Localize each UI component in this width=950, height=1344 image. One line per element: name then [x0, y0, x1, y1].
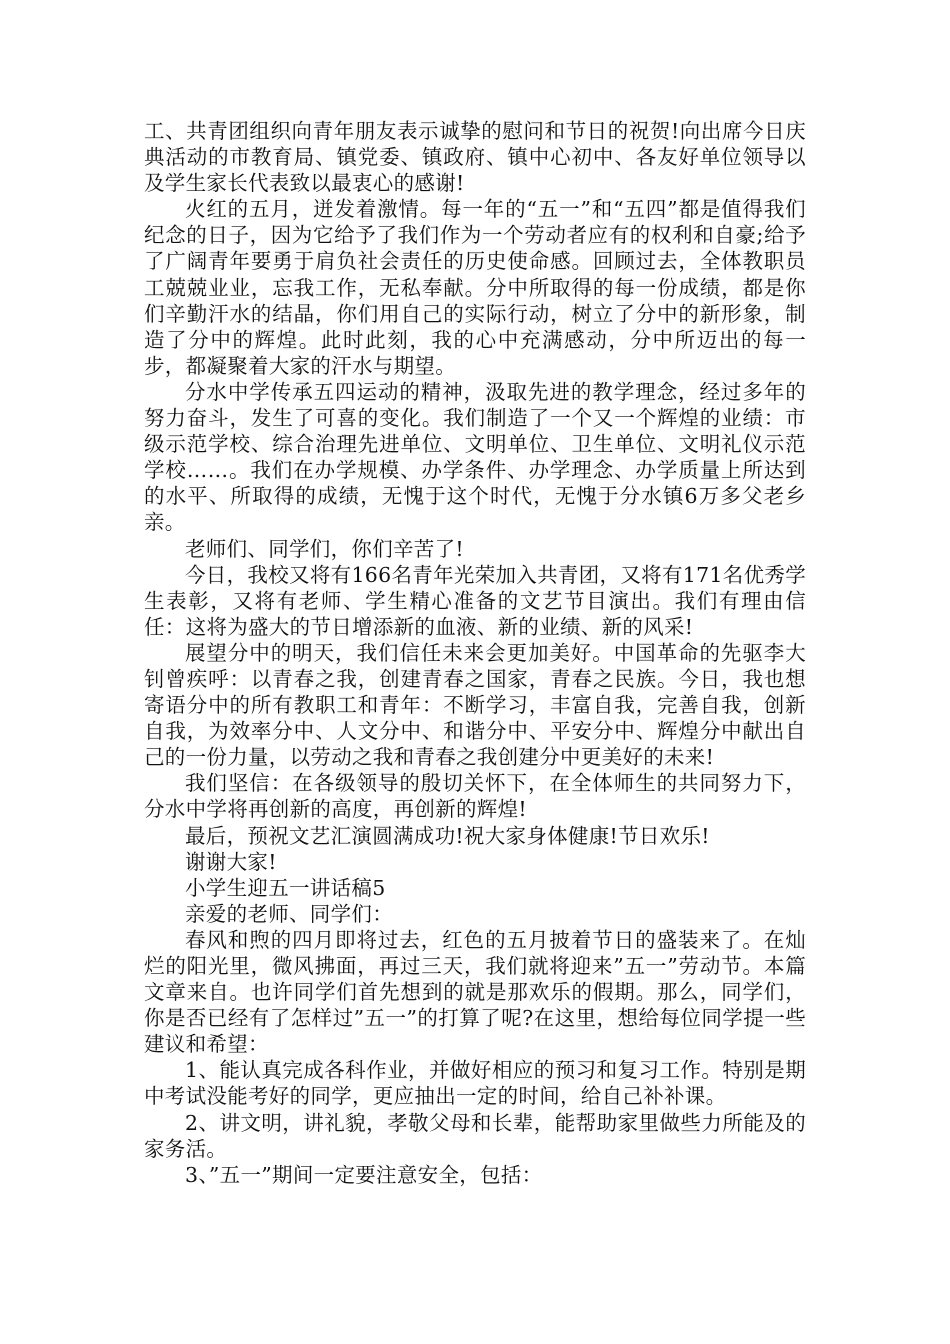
paragraph-9: 谢谢大家!	[185, 849, 277, 874]
list-item-2: 2、讲文明，讲礼貌，孝敬父母和长辈，能帮助家里做些力所能及的家务活。	[144, 1110, 806, 1161]
document-body	[144, 118, 806, 1188]
paragraph-12: 春风和煦的四月即将过去，红色的五月披着节日的盛装来了。在灿烂的阳光里，微风拂面，再过三天，我们就将迎来”五一”劳动节。本篇文章来自。也许同学们首先想到的就是那欢乐的假期。那么，同学们，你是否已经有了怎样过”五一”的打算了呢?在这里，想给每位同学提一些建议和希望：	[144, 927, 806, 1057]
paragraph-1: 工、共青团组织向青年朋友表示诚挚的慰问和节日的祝贺!向出席今日庆典活动的市教育局、镇党委、镇政府、镇中心初中、各友好单位领导以及学生家长代表致以最衷心的感谢!	[144, 119, 806, 196]
paragraph-2: 火红的五月，迸发着激情。每一年的“五一”和“五四”都是值得我们纪念的日子，因为它给予了我们作为一个劳动者应有的权利和自豪;给予了广阔青年要勇于肩负社会责任的历史使命感。回顾过去，全体教职员工兢兢业业，忘我工作，无私奉献。分中所取得的每一份成绩，都是你们辛勤汗水的结晶，你们用自己的实际行动，树立了分中的新形象，制造了分中的辉煌。此时此刻，我的心中充满感动，分中所迈出的每一步，都凝聚着大家的汗水与期望。	[144, 197, 806, 378]
paragraph-7: 我们坚信：在各级领导的殷切关怀下，在全体师生的共同努力下，分水中学将再创新的高度，再创新的辉煌!	[144, 771, 806, 822]
paragraph-6: 展望分中的明天，我们信任未来会更加美好。中国革命的先驱李大钊曾疾呼：以青春之我，创建青春之国家，青春之民族。今日，我也想寄语分中的所有教职工和青年：不断学习，丰富自我，完善自我，创新自我，为效率分中、人文分中、和谐分中、平安分中、辉煌分中献出自己的一份力量，以劳动之我和青春之我创建分中更美好的未来!	[144, 640, 806, 770]
list-item-3: 3、”五一”期间一定要注意安全，包括：	[185, 1162, 543, 1187]
paragraph-3: 分水中学传承五四运动的精神，汲取先进的教学理念，经过多年的努力奋斗，发生了可喜的变化。我们制造了一个又一个辉煌的业绩：市级示范学校、综合治理先进单位、文明单位、卫生单位、文明礼仪示范学校……。我们在办学规模、办学条件、办学理念、办学质量上所达到的水平、所取得的成绩，无愧于这个时代，无愧于分水镇6万多父老乡亲。	[144, 379, 806, 535]
paragraph-8: 最后，预祝文艺汇演圆满成功!祝大家身体健康!节日欢乐!	[185, 823, 710, 848]
paragraph-5: 今日，我校又将有166名青年光荣加入共青团，又将有171名优秀学生表彰，又将有老师、学生精心准备的文艺节目演出。我们有理由信任：这将为盛大的节日增添新的血液、新的业绩、新的风采!	[144, 562, 806, 639]
list-item-1: 1、能认真完成各科作业，并做好相应的预习和复习工作。特别是期中考试没能考好的同学，更应抽出一定的时间，给自己补补课。	[144, 1058, 806, 1109]
salutation: 亲爱的老师、同学们：	[185, 901, 393, 926]
section-heading: 小学生迎五一讲话稿5	[185, 875, 386, 900]
paragraph-4: 老师们、同学们，你们辛苦了!	[185, 536, 464, 561]
